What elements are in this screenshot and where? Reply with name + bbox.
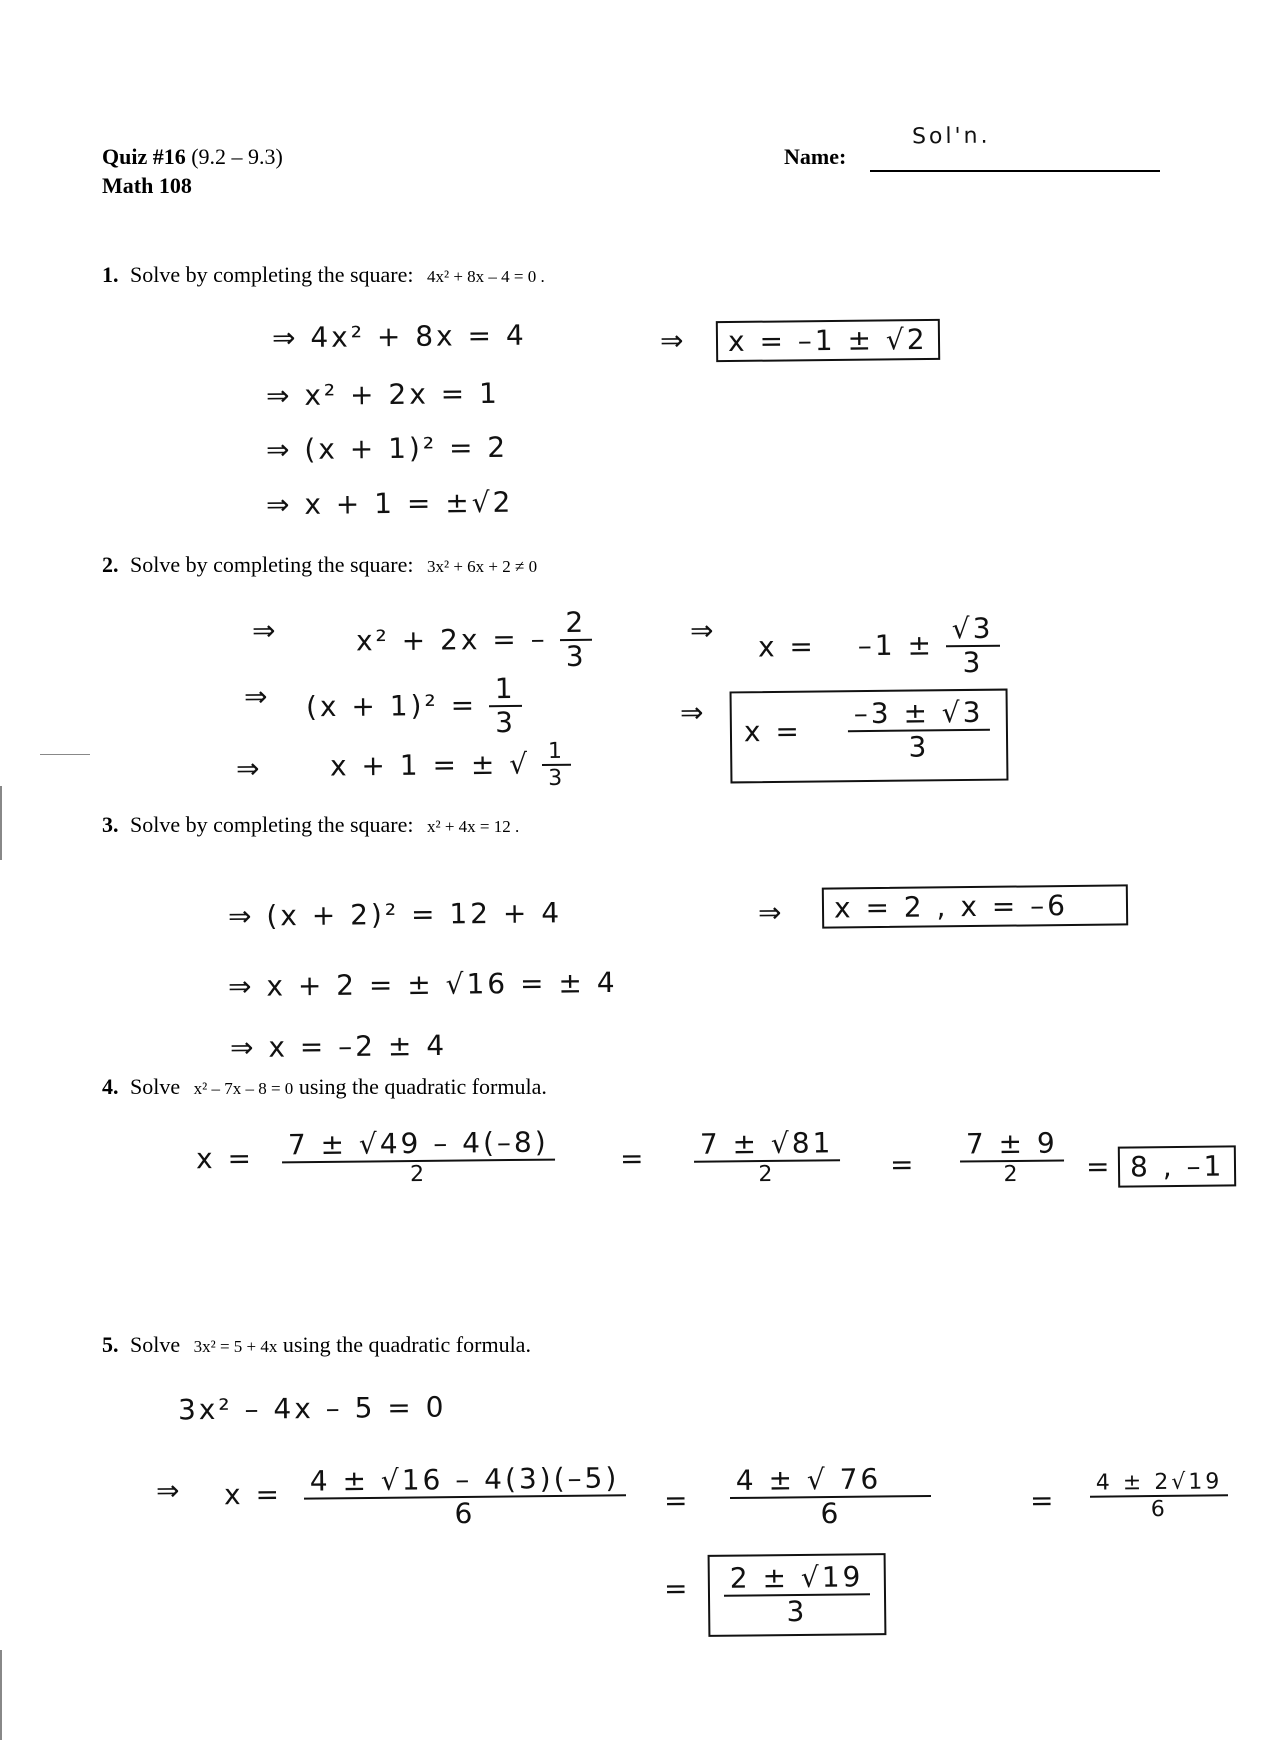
fraction-numerator: 4 ± 2√19 bbox=[1090, 1469, 1229, 1498]
question-number: 5. bbox=[102, 1332, 119, 1357]
question-number: 3. bbox=[102, 812, 119, 837]
fraction-numerator: 4 ± √ 76 bbox=[730, 1463, 932, 1499]
q2-step-1 bbox=[356, 607, 593, 676]
q2-step-1-arrow: ⇒ bbox=[251, 613, 279, 648]
name-line bbox=[870, 168, 1160, 172]
question-5 bbox=[102, 1332, 531, 1358]
question-number: 2. bbox=[102, 552, 119, 577]
q4-lhs: x = bbox=[195, 1141, 255, 1176]
q4-answer: 8 , –1 bbox=[1118, 1145, 1237, 1187]
q2-step-4-lhs: x = bbox=[757, 629, 817, 664]
fraction-denominator: 2 bbox=[1003, 1162, 1021, 1188]
fraction-denominator: 3 bbox=[908, 730, 930, 764]
q2-step-1-fraction bbox=[559, 607, 593, 674]
fraction-numerator: 2 bbox=[559, 607, 592, 642]
question-expression: 3x² + 6x + 2 ≠ 0 bbox=[427, 557, 538, 576]
fraction-denominator: 6 bbox=[454, 1497, 476, 1531]
scan-edge-mark bbox=[0, 786, 2, 860]
q2-step-3-arrow: ⇒ bbox=[235, 751, 263, 786]
quiz-sections: (9.2 – 9.3) bbox=[191, 144, 283, 169]
fraction-denominator: 3 bbox=[786, 1595, 808, 1629]
q2-step-4-rhs: –1 ± bbox=[857, 628, 935, 663]
q2-step-2-arrow: ⇒ bbox=[243, 679, 271, 714]
q4-equals-3: = bbox=[1085, 1149, 1113, 1184]
q3-answer-arrow: ⇒ bbox=[757, 895, 785, 930]
q5-fraction-2 bbox=[730, 1463, 932, 1531]
q1-answer-arrow: ⇒ bbox=[659, 323, 687, 358]
q2-answer-fraction bbox=[848, 697, 990, 765]
course-name: Math 108 bbox=[102, 173, 192, 198]
q2-step-1-lhs: x² + 2x = – bbox=[355, 622, 548, 658]
q4-fraction-2 bbox=[694, 1127, 840, 1188]
question-expression: 3x² = 5 + 4x bbox=[193, 1337, 278, 1356]
q2-step-4-arrow: ⇒ bbox=[689, 613, 717, 648]
question-2 bbox=[102, 552, 537, 578]
fraction-numerator: 7 ± 9 bbox=[960, 1127, 1064, 1162]
fraction-denominator: 2 bbox=[758, 1162, 776, 1188]
q1-step-1: ⇒ 4x² + 8x = 4 bbox=[271, 318, 527, 355]
fraction-numerator: 4 ± √16 – 4(3)(–5) bbox=[304, 1462, 626, 1500]
fraction-denominator: 3 bbox=[494, 706, 517, 740]
fraction-numerator: 1 bbox=[489, 673, 522, 708]
fraction-denominator: 6 bbox=[1150, 1497, 1168, 1523]
q2-step-3-lhs: x + 1 = ± √ bbox=[329, 747, 531, 783]
fraction-numerator: 7 ± √81 bbox=[694, 1127, 840, 1163]
q4-fraction-1 bbox=[282, 1127, 555, 1189]
q2-step-4 bbox=[758, 613, 1000, 682]
q5-lhs: x = bbox=[223, 1477, 283, 1512]
scan-stray-mark bbox=[40, 754, 90, 755]
q2-step-2-lhs: (x + 1)² = bbox=[305, 688, 478, 724]
fraction-numerator: –3 ± √3 bbox=[848, 697, 990, 733]
question-prompt-suffix: using the quadratic formula. bbox=[298, 1074, 547, 1099]
name-value: Sol'n. bbox=[911, 123, 991, 150]
question-1 bbox=[102, 262, 545, 288]
q5-rearranged: 3x² – 4x – 5 = 0 bbox=[177, 1390, 447, 1427]
question-expression: x² – 7x – 8 = 0 bbox=[193, 1079, 294, 1098]
q3-step-2: ⇒ x + 2 = ± √16 = ± 4 bbox=[227, 965, 618, 1004]
q2-step-2-fraction bbox=[489, 673, 523, 740]
q2-answer bbox=[730, 689, 1009, 784]
q2-step-2 bbox=[306, 673, 523, 742]
question-prompt: Solve by completing the square: bbox=[130, 262, 414, 287]
quiz-number: Quiz #16 bbox=[102, 144, 186, 169]
name-label: Name: bbox=[784, 144, 847, 169]
q1-step-4: ⇒ x + 1 = ±√2 bbox=[265, 485, 514, 522]
question-number: 4. bbox=[102, 1074, 119, 1099]
q3-answer: x = 2 , x = –6 bbox=[822, 884, 1128, 928]
question-prompt: Solve bbox=[130, 1074, 181, 1099]
fraction-numerator: 7 ± √49 – 4(–8) bbox=[282, 1127, 555, 1164]
question-prompt: Solve bbox=[130, 1332, 181, 1357]
fraction-numerator: 2 ± √19 bbox=[724, 1561, 870, 1597]
question-number: 1. bbox=[102, 262, 119, 287]
q2-step-4-fraction bbox=[946, 613, 1000, 680]
q4-equals-2: = bbox=[889, 1147, 917, 1182]
q1-step-3: ⇒ (x + 1)² = 2 bbox=[265, 430, 509, 467]
question-4 bbox=[102, 1074, 547, 1100]
q5-equals-1: = bbox=[663, 1483, 691, 1518]
q5-fraction-1 bbox=[304, 1462, 626, 1532]
fraction-denominator: 3 bbox=[548, 766, 566, 792]
q5-arrow: ⇒ bbox=[155, 1473, 183, 1508]
question-prompt: Solve by completing the square: bbox=[130, 812, 414, 837]
question-expression: 4x² + 8x – 4 = 0 . bbox=[427, 267, 545, 286]
q2-answer-lhs: x = bbox=[743, 714, 803, 749]
q3-step-1: ⇒ (x + 2)² = 12 + 4 bbox=[227, 896, 563, 933]
fraction-denominator: 3 bbox=[565, 640, 587, 674]
question-3 bbox=[102, 812, 519, 838]
q2-step-3-fraction bbox=[542, 739, 572, 792]
q5-equals-2: = bbox=[1029, 1483, 1057, 1518]
q2-step-3 bbox=[330, 739, 572, 794]
question-prompt-suffix: using the quadratic formula. bbox=[282, 1332, 531, 1357]
fraction-denominator: 3 bbox=[962, 646, 984, 680]
question-expression: x² + 4x = 12 . bbox=[427, 817, 520, 836]
question-prompt: Solve by completing the square: bbox=[130, 552, 414, 577]
fraction-numerator: 1 bbox=[542, 739, 571, 767]
q5-equals-3: = bbox=[663, 1571, 691, 1606]
q2-answer-arrow: ⇒ bbox=[679, 695, 707, 730]
fraction-denominator: 6 bbox=[820, 1497, 842, 1531]
scan-edge-mark bbox=[0, 1650, 2, 1740]
fraction-denominator: 2 bbox=[409, 1162, 428, 1188]
q1-answer: x = –1 ± √2 bbox=[716, 319, 940, 362]
fraction-numerator: √3 bbox=[946, 613, 1000, 648]
q4-fraction-3 bbox=[960, 1127, 1065, 1188]
q4-equals-1: = bbox=[619, 1141, 647, 1176]
q5-fraction-3 bbox=[1090, 1469, 1229, 1523]
q1-step-2: ⇒ x² + 2x = 1 bbox=[265, 376, 501, 413]
q3-step-3: ⇒ x = –2 ± 4 bbox=[229, 1028, 448, 1065]
quiz-title bbox=[102, 144, 283, 170]
q5-answer bbox=[708, 1553, 886, 1637]
